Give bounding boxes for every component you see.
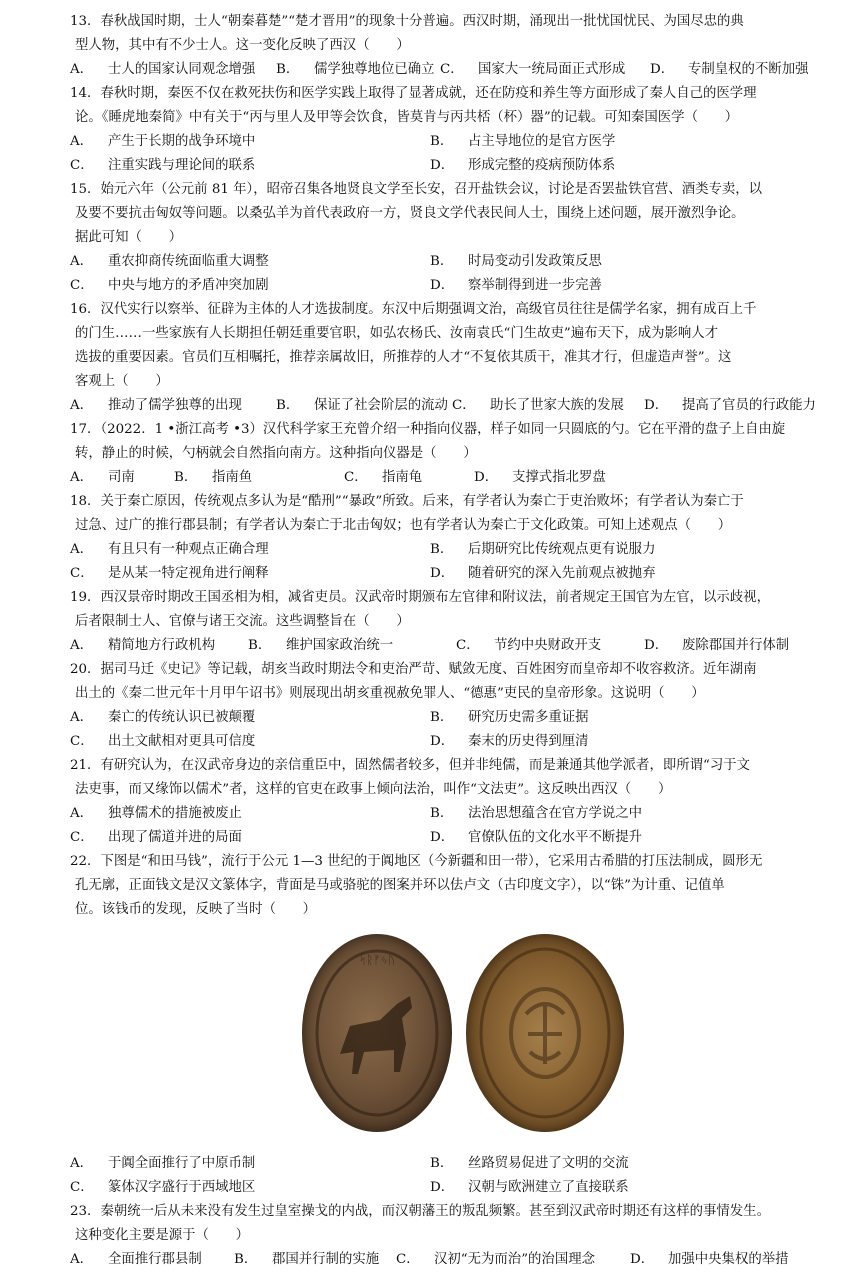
option-row xyxy=(70,538,830,562)
option-row xyxy=(70,1248,830,1272)
option-key: A． xyxy=(70,62,94,77)
option-key: D． xyxy=(630,1252,655,1267)
option-text: 时局变动引发政策反思 xyxy=(468,254,602,269)
question xyxy=(70,298,830,418)
option-row xyxy=(70,706,830,730)
option-text: 汉朝与欧洲建立了直接联系 xyxy=(468,1180,629,1195)
option-key: D． xyxy=(430,830,455,845)
option-text: 丝路贸易促进了文明的交流 xyxy=(468,1156,629,1171)
option-text: 研究历史需多重证据 xyxy=(468,710,589,725)
option-row xyxy=(70,730,830,754)
option-text: 是从某一特定视角进行阐释 xyxy=(108,566,269,581)
question-stem-continued xyxy=(70,874,830,898)
option-text: 保证了社会阶层的流动 xyxy=(314,398,448,413)
option-text: 形成完整的疫病预防体系 xyxy=(468,158,616,173)
question-text: 秦朝统一后从未来没有发生过皇室操戈的内战，而汉朝藩王的叛乱频繁。甚至到汉武帝时期还有这样的事情发生。 xyxy=(100,1204,770,1219)
question-text: 春秋时期，秦医不仅在救死扶伤和医学实践上取得了显著成就，还在防疫和养生等方面形成了秦人自己的医学理 xyxy=(100,86,757,101)
option-key: A． xyxy=(70,1252,94,1267)
option-text: 郡国并行制的实施 xyxy=(272,1252,380,1267)
question-text: 后者限制士人、官僚与诸王交流。这些调整旨在（ ） xyxy=(75,614,410,629)
question xyxy=(70,10,830,82)
question-text: 及要不要抗击匈奴等问题。以桑弘羊为首代表政府一方，贤良文学代表民间人士，围绕上述问题，展开激烈争论。 xyxy=(75,206,745,221)
option-key: D． xyxy=(644,638,669,653)
option-b[interactable] xyxy=(276,58,435,82)
option-text: 加强中央集权的举措 xyxy=(668,1252,789,1267)
question-text: 转，静止的时候，勺柄就会自然指向南方。这种指向仪器是（ ） xyxy=(75,446,477,461)
option-c[interactable] xyxy=(452,394,624,418)
option-key: C． xyxy=(70,278,94,293)
option-d[interactable] xyxy=(430,562,655,586)
question-text: 客观上（ ） xyxy=(75,374,169,389)
question-stem-continued xyxy=(70,898,830,922)
option-key: C． xyxy=(456,638,480,653)
question-stem-continued xyxy=(70,106,830,130)
option-text: 官僚队伍的文化水平不断提升 xyxy=(468,830,643,845)
option-c[interactable] xyxy=(440,58,625,82)
option-key: D． xyxy=(430,278,455,293)
option-key: C． xyxy=(70,734,94,749)
option-key: A． xyxy=(70,542,94,557)
option-row xyxy=(70,394,830,418)
question-number: 23． xyxy=(70,1204,101,1219)
option-a[interactable] xyxy=(70,466,135,490)
option-c[interactable] xyxy=(396,1248,595,1272)
question-stem-continued xyxy=(70,442,830,466)
coin-reverse-image xyxy=(466,934,624,1132)
option-a[interactable] xyxy=(70,706,255,730)
question-stem-continued xyxy=(70,322,830,346)
option-key: D． xyxy=(430,566,455,581)
option-row xyxy=(70,1152,830,1176)
option-text: 于阗全面推行了中原币制 xyxy=(108,1156,256,1171)
question-text: 型人物，其中有不少士人。这一变化反映了西汉（ ） xyxy=(75,38,410,53)
option-row xyxy=(70,130,830,154)
question-stem-continued xyxy=(70,682,830,706)
option-text: 推动了儒学独尊的出现 xyxy=(108,398,242,413)
question-text: 选拔的重要因素。官员们互相嘱托，推荐亲属故旧，所推荐的人才“不复依其质干，准其才行，但虚造声誉”。这 xyxy=(75,350,732,365)
question xyxy=(70,658,830,754)
option-row xyxy=(70,466,830,490)
option-text: 国家大一统局面正式形成 xyxy=(478,62,626,77)
option-row xyxy=(70,274,830,298)
option-a[interactable] xyxy=(70,58,255,82)
option-key: D． xyxy=(644,398,669,413)
question-text: 出土的《秦二世元年十月甲午诏书》则展现出胡亥重视赦免罪人、“德惠”吏民的皇帝形象。这说明（ ） xyxy=(75,686,705,701)
question xyxy=(70,178,830,298)
question-text: 春秋战国时期，士人“朝秦暮楚”“楚才晋用”的现象十分普遍。西汉时期，涌现出一批忧国忧民、为国尽忠的典 xyxy=(100,14,744,29)
option-key: B． xyxy=(430,806,454,821)
question-text: 位。该钱币的发现，反映了当时（ ） xyxy=(75,902,317,917)
option-c[interactable] xyxy=(70,154,255,178)
option-text: 全面推行郡县制 xyxy=(108,1252,202,1267)
question-text: 下图是“和田马钱”，流行于公元 1—3 世纪的于阗地区（今新疆和田一带），它采用古希腊的打压法制成，圆形无 xyxy=(100,854,763,869)
option-a[interactable] xyxy=(70,1152,255,1176)
option-text: 出现了儒道并进的局面 xyxy=(108,830,242,845)
option-d[interactable] xyxy=(430,826,642,850)
option-row xyxy=(70,802,830,826)
option-text: 司南 xyxy=(108,470,135,485)
option-text: 专制皇权的不断加强 xyxy=(688,62,809,77)
option-row xyxy=(70,250,830,274)
option-key: A． xyxy=(70,398,94,413)
question-stem-continued xyxy=(70,370,830,394)
question xyxy=(70,82,830,178)
option-c[interactable] xyxy=(344,466,422,490)
question-stem xyxy=(70,82,830,106)
option-text: 维护国家政治统一 xyxy=(286,638,394,653)
option-b[interactable] xyxy=(430,250,602,274)
option-text: 察举制得到进一步完善 xyxy=(468,278,602,293)
option-text: 注重实践与理论间的联系 xyxy=(108,158,256,173)
option-key: A． xyxy=(70,710,94,725)
option-key: C． xyxy=(452,398,476,413)
question-stem xyxy=(70,850,830,874)
option-row xyxy=(70,826,830,850)
option-row xyxy=(70,154,830,178)
option-b[interactable] xyxy=(430,1152,629,1176)
option-text: 随着研究的深入先前观点被抛弃 xyxy=(468,566,656,581)
option-text: 产生于长期的战争环境中 xyxy=(108,134,256,149)
question-stem xyxy=(70,418,830,442)
option-key: D． xyxy=(474,470,499,485)
coin-figure xyxy=(70,922,830,1152)
option-key: D． xyxy=(650,62,675,77)
option-key: B． xyxy=(430,134,454,149)
option-text: 法治思想蕴含在官方学说之中 xyxy=(468,806,643,821)
question-number: 16． xyxy=(70,302,101,317)
question-text: 的门生……一些家族有人长期担任朝廷重要官职，如弘农杨氏、汝南袁氏“门生故吏”遍布天下，成为影响人才 xyxy=(75,326,719,341)
option-row xyxy=(70,1176,830,1200)
option-key: C． xyxy=(396,1252,420,1267)
question xyxy=(70,586,830,658)
question-number: 13． xyxy=(70,14,101,29)
option-c[interactable] xyxy=(70,826,242,850)
option-d[interactable] xyxy=(474,466,606,490)
question xyxy=(70,1200,830,1272)
option-text: 秦亡的传统认识已被颠覆 xyxy=(108,710,256,725)
option-b[interactable] xyxy=(234,1248,379,1272)
question-stem-continued xyxy=(70,1224,830,1248)
option-b[interactable] xyxy=(430,706,589,730)
option-d[interactable] xyxy=(630,1248,789,1272)
option-text: 出土文献相对更具可信度 xyxy=(108,734,256,749)
option-row xyxy=(70,562,830,586)
option-row xyxy=(70,634,830,658)
question-number: 17． xyxy=(70,422,101,437)
question-stem-continued xyxy=(70,514,830,538)
question-text: 据此可知（ ） xyxy=(75,230,183,245)
option-key: D． xyxy=(430,734,455,749)
option-key: A． xyxy=(70,1156,94,1171)
option-key: C． xyxy=(70,1180,94,1195)
option-key: B． xyxy=(430,1156,454,1171)
question xyxy=(70,418,830,490)
question-text: 孔无廓，正面钱文是汉文篆体字，背面是马或骆驼的图案并环以佉卢文（古印度文字），以“铢”为计重、记值单 xyxy=(75,878,725,893)
option-text: 重农抑商传统面临重大调整 xyxy=(108,254,269,269)
question-text: 据司马迁《史记》等记载，胡亥当政时期法令和吏治严苛、赋敛无度、百姓困穷而皇帝却不收容救济。近年湖南 xyxy=(100,662,757,677)
option-text: 秦末的历史得到厘清 xyxy=(468,734,589,749)
question-stem-continued xyxy=(70,778,830,802)
option-text: 提高了官员的行政能力 xyxy=(682,398,816,413)
question-stem xyxy=(70,490,830,514)
option-c[interactable] xyxy=(70,730,255,754)
question-text: 过急、过广的推行郡县制；有学者认为秦亡于北击匈奴；也有学者认为秦亡于文化政策。可知上述观点（ ） xyxy=(75,518,732,533)
option-d[interactable] xyxy=(430,1176,629,1200)
option-key: C． xyxy=(70,830,94,845)
question-text: 有研究认为，在汉武帝身边的亲信重臣中，固然儒者较多，但并非纯儒，而是兼通其他学派者，即所谓“习于文 xyxy=(100,758,751,773)
coin-obverse-image xyxy=(302,934,452,1132)
option-b[interactable] xyxy=(248,634,393,658)
question-text: 西汉景帝时期改王国丞相为相，减省吏员。汉武帝时期颁布左官律和附议法，前者规定王国官为左官，以示歧视， xyxy=(100,590,770,605)
svg-text:ᛋᚱᚠᛃᚢ: ᛋᚱᚠᛃᚢ xyxy=(358,953,396,967)
question xyxy=(70,490,830,586)
option-key: B． xyxy=(430,254,454,269)
option-text: 后期研究比传统观点更有说服力 xyxy=(468,542,656,557)
question-text: （2022．1 •浙江高考 •3）汉代科学家王充曾介绍一种指向仪器，样子如同一只圆底的勺。它在平滑的盘子上自由旋 xyxy=(100,422,786,437)
option-key: A． xyxy=(70,806,94,821)
option-key: A． xyxy=(70,470,94,485)
option-text: 汉初“无为而治”的治国理念 xyxy=(434,1252,595,1267)
option-a[interactable] xyxy=(70,130,255,154)
question-number: 18． xyxy=(70,494,101,509)
question-text: 汉代实行以察举、征辟为主体的人才选拔制度。东汉中后期强调文治，高级官员往往是儒学名家，拥有成百上千 xyxy=(100,302,757,317)
option-key: A． xyxy=(70,134,94,149)
option-text: 独尊儒术的措施被废止 xyxy=(108,806,242,821)
option-key: C． xyxy=(70,158,94,173)
question-stem-continued xyxy=(70,202,830,226)
option-a[interactable] xyxy=(70,1248,202,1272)
option-key: D． xyxy=(430,158,455,173)
question-stem-continued xyxy=(70,226,830,250)
question-stem xyxy=(70,658,830,682)
option-b[interactable] xyxy=(174,466,252,490)
option-text: 支撑式指北罗盘 xyxy=(512,470,606,485)
option-text: 节约中央财政开支 xyxy=(494,638,602,653)
option-text: 废除郡国并行体制 xyxy=(682,638,790,653)
question-stem xyxy=(70,1200,830,1224)
horse-icon xyxy=(302,934,452,1132)
option-c[interactable] xyxy=(70,1176,255,1200)
question-number: 19． xyxy=(70,590,101,605)
question-number: 22． xyxy=(70,854,101,869)
option-key: B． xyxy=(276,398,300,413)
question-number: 20． xyxy=(70,662,101,677)
option-text: 指南龟 xyxy=(382,470,423,485)
option-a[interactable] xyxy=(70,538,269,562)
option-text: 精简地方行政机构 xyxy=(108,638,216,653)
option-text: 儒学独尊地位已确立 xyxy=(314,62,435,77)
question-stem-continued xyxy=(70,346,830,370)
option-key: B． xyxy=(430,542,454,557)
option-text: 占主导地位的是官方医学 xyxy=(468,134,616,149)
question-text: 始元六年（公元前 81 年），昭帝召集各地贤良文学至长安，召开盐铁会议，讨论是否罢盐铁官营、酒类专卖，以 xyxy=(100,182,763,197)
option-row xyxy=(70,58,830,82)
question-stem xyxy=(70,10,830,34)
option-text: 篆体汉字盛行于西域地区 xyxy=(108,1180,256,1195)
question xyxy=(70,754,830,850)
question-stem xyxy=(70,754,830,778)
option-b[interactable] xyxy=(430,802,642,826)
option-key: D． xyxy=(430,1180,455,1195)
question-sheet xyxy=(70,10,830,1272)
option-key: B． xyxy=(234,1252,258,1267)
option-b[interactable] xyxy=(430,130,615,154)
question-stem xyxy=(70,298,830,322)
question-number: 21． xyxy=(70,758,101,773)
option-key: A． xyxy=(70,254,94,269)
option-a[interactable] xyxy=(70,250,269,274)
option-key: C． xyxy=(344,470,368,485)
question-number: 15． xyxy=(70,182,101,197)
option-d[interactable] xyxy=(430,274,602,298)
option-text: 助长了世家大族的发展 xyxy=(490,398,624,413)
option-text: 中央与地方的矛盾冲突加剧 xyxy=(108,278,269,293)
option-key: B． xyxy=(430,710,454,725)
option-text: 有且只有一种观点正确合理 xyxy=(108,542,269,557)
question-text: 论。《睡虎地秦简》中有关于“丙与里人及甲等会饮食，皆莫肯与丙共桮（杯）器”的记载。可知秦国医学（ ） xyxy=(75,110,739,125)
question-text: 这种变化主要是源于（ ） xyxy=(75,1228,250,1243)
option-d[interactable] xyxy=(644,394,816,418)
option-key: B． xyxy=(276,62,300,77)
option-b[interactable] xyxy=(276,394,448,418)
question-stem-continued xyxy=(70,34,830,58)
question xyxy=(70,850,830,1200)
option-d[interactable] xyxy=(430,154,615,178)
question-stem xyxy=(70,586,830,610)
option-text: 指南鱼 xyxy=(212,470,253,485)
option-d[interactable] xyxy=(430,730,589,754)
option-a[interactable] xyxy=(70,394,242,418)
option-key: A． xyxy=(70,638,94,653)
option-c[interactable] xyxy=(70,274,269,298)
question-number: 14． xyxy=(70,86,101,101)
option-key: C． xyxy=(70,566,94,581)
option-c[interactable] xyxy=(456,634,601,658)
question-stem-continued xyxy=(70,610,830,634)
seal-script-icon xyxy=(466,934,624,1132)
option-key: C． xyxy=(440,62,464,77)
option-c[interactable] xyxy=(70,562,269,586)
option-b[interactable] xyxy=(430,538,655,562)
option-d[interactable] xyxy=(644,634,789,658)
question-stem xyxy=(70,178,830,202)
question-text: 法吏事，而又缘饰以儒术”者，这样的官吏在政事上倾向法治，叫作“文法吏”。这反映出西汉（ ） xyxy=(75,782,672,797)
option-d[interactable] xyxy=(650,58,809,82)
option-key: B． xyxy=(248,638,272,653)
option-a[interactable] xyxy=(70,634,215,658)
option-text: 士人的国家认同观念增强 xyxy=(108,62,256,77)
question-text: 关于秦亡原因，传统观点多认为是“酷刑”“暴政”所致。后来，有学者认为秦亡于吏治败坏；有学者认为秦亡于 xyxy=(100,494,744,509)
option-a[interactable] xyxy=(70,802,242,826)
option-key: B． xyxy=(174,470,198,485)
